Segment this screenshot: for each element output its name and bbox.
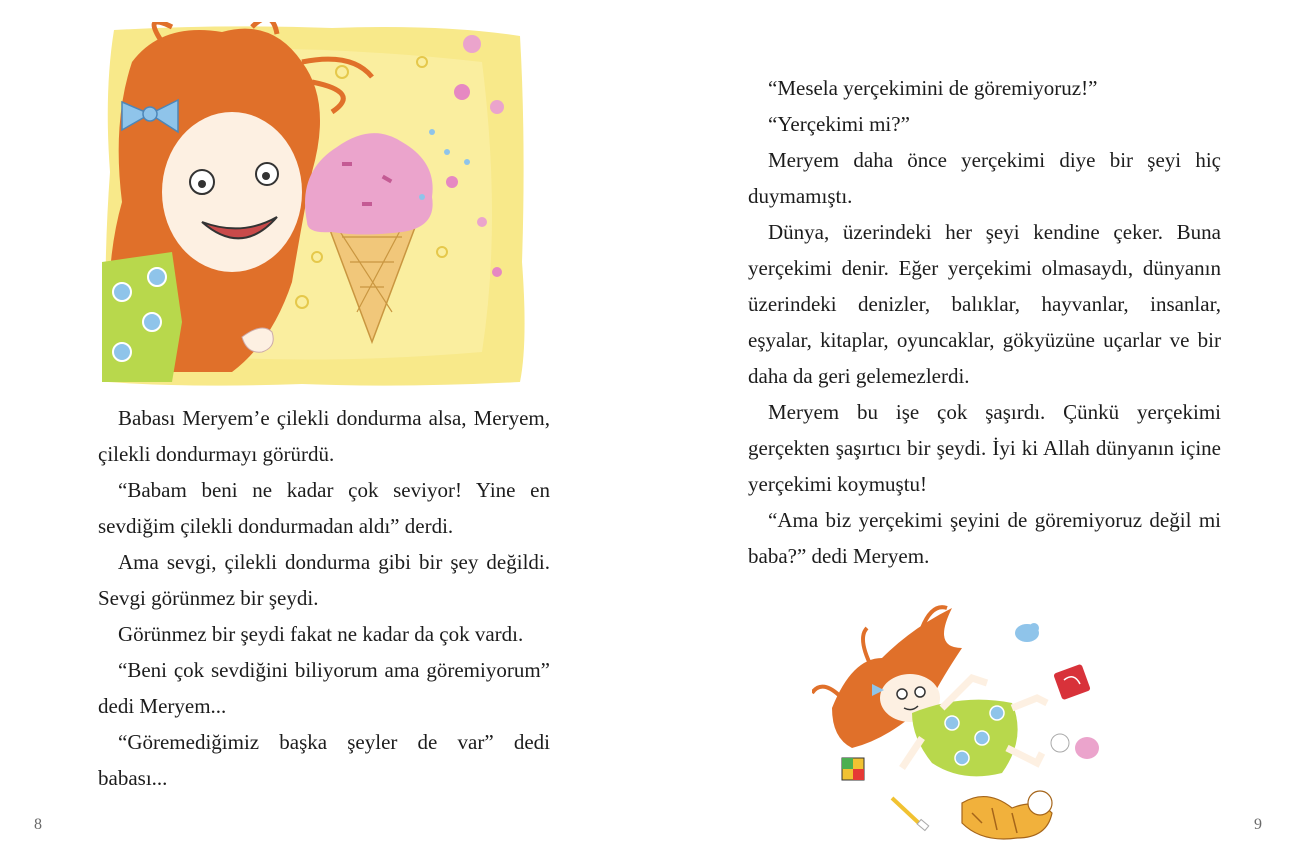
paragraph: “Mesela yerçekimini de göremiyoruz!” <box>768 76 1098 100</box>
right-page <box>650 0 1299 866</box>
page-number: 9 <box>1254 816 1262 833</box>
right-page-text <box>748 70 1221 574</box>
left-page-text <box>98 400 550 796</box>
page-number: 8 <box>34 816 42 833</box>
paragraph: Meryem bu işe çok şaşırdı. Çünkü yerçekimi gerçekten şaşırtıcı bir şeydi. İyi ki Allah dünyanın içine yerçekimi koymuştu! <box>748 400 1221 496</box>
paragraph: “Ama biz yerçekimi şeyini de göremiyoruz değil mi baba?” dedi Meryem. <box>748 508 1221 568</box>
paragraph: Dünya, üzerindeki her şeyi kendine çeker. Buna yerçekimi denir. Eğer yerçekimi olmasaydı, dünyanın üzerindeki denizler, balıklar, hayvanlar, insanlar, eşyalar, kitaplar, oyuncaklar, gökyüzüne uçarlar ve bir daha da geri gelemezlerdi. <box>748 220 1221 388</box>
paragraph: Babası Meryem’e çilekli dondurma alsa, Meryem, çilekli dondurmayı görürdü. <box>98 406 550 466</box>
girl-ice-cream-illustration <box>102 22 529 388</box>
paragraph: Ama sevgi, çilekli dondurma gibi bir şey değildi. Sevgi görünmez bir şeydi. <box>98 550 550 610</box>
paragraph: Görünmez bir şeydi fakat ne kadar da çok vardı. <box>118 622 524 646</box>
paragraph: “Babam beni ne kadar çok seviyor! Yine en sevdiğim çilekli dondurmadan aldı” derdi. <box>98 478 550 538</box>
paragraph: “Yerçekimi mi?” <box>768 112 910 136</box>
left-page <box>0 0 649 866</box>
paragraph: “Beni çok sevdiğini biliyorum ama göremiyorum” dedi Meryem... <box>98 658 550 718</box>
paragraph: “Göremediğimiz başka şeyler de var” dedi babası... <box>98 730 550 790</box>
floating-girl-illustration <box>812 598 1122 848</box>
paragraph: Meryem daha önce yerçekimi diye bir şeyi hiç duymamıştı. <box>748 148 1221 208</box>
